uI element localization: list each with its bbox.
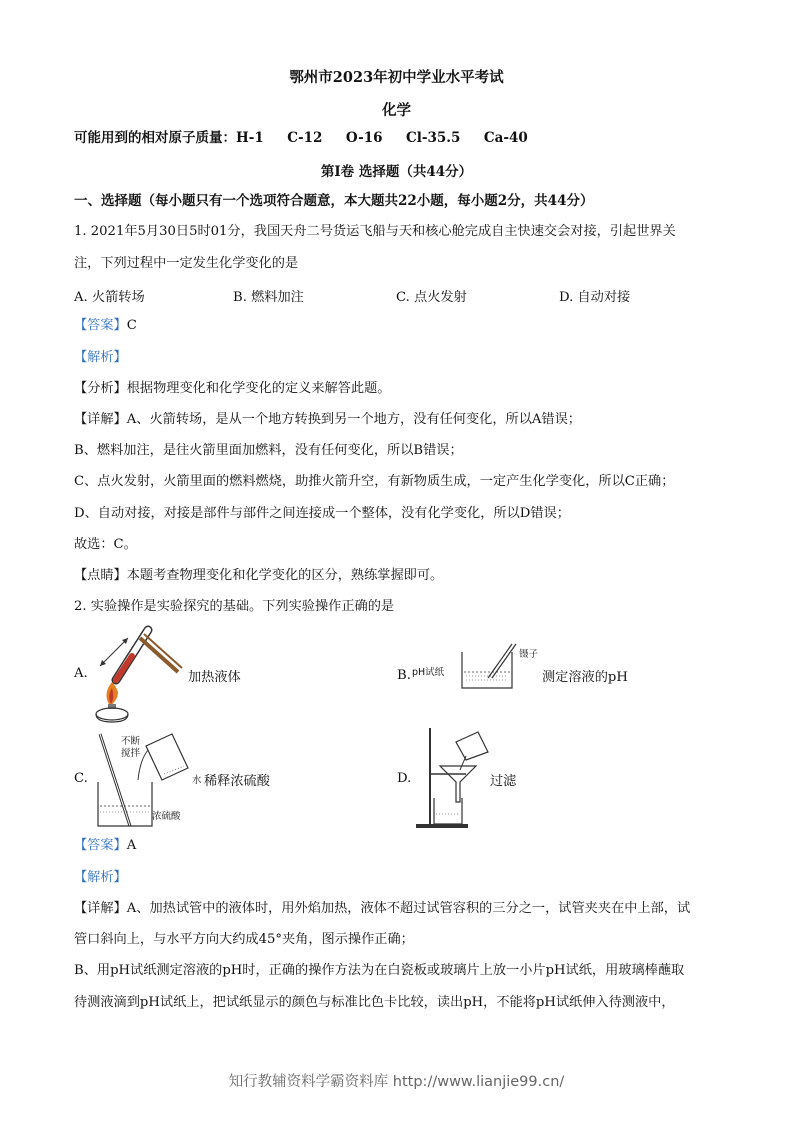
q2-option-b-letter: B.	[397, 668, 411, 683]
q2-detail-a2: 管口斜向上，与水平方向大约成45°夹角，图示操作正确；	[74, 932, 414, 947]
q2-answer	[74, 836, 136, 856]
filtration-illustration	[414, 726, 494, 830]
q2-detail-b2: 待测液滴到pH试纸上，把试纸显示的颜色与标准比色卡比较，读出pH，不能将pH试纸伸入待测液中，	[74, 995, 675, 1010]
dianjing-tag: 【点睛】	[74, 568, 127, 583]
detail-tag: 【详解】	[74, 901, 127, 916]
dilution-illustration	[90, 730, 200, 830]
dianjing-text: 本题考查物理变化和化学变化的区分，熟练掌握即可。	[126, 568, 444, 583]
q1-detail-a	[74, 410, 581, 430]
q1-fenxi	[74, 379, 391, 399]
atomic-mass-line: 可能用到的相对原子质量：H-1 C-12 O-16 Cl-35.5 Ca-40	[74, 130, 528, 146]
q2-detail-a1	[74, 899, 690, 919]
q1-detail-c: C、点火发射，火箭里面的燃料燃烧，助推火箭升空，有新物质生成，一定产生化学变化，所以C正确；	[74, 474, 675, 489]
answer-value: C	[126, 318, 137, 333]
q1-option-a: A. 火箭转场	[74, 290, 145, 305]
q2-analysis-tag: 【解析】	[74, 870, 127, 885]
q1-option-d: D. 自动对接	[559, 290, 631, 305]
q2-option-a-letter: A.	[74, 666, 88, 681]
detail-a1-text: A、加热试管中的液体时，用外焰加热，液体不超过试管容积的三分之一，试管夹夹在中上部，试	[126, 901, 691, 916]
answer-value: A	[126, 838, 137, 853]
tweezers-label: 镊子	[519, 649, 539, 660]
detail-a-text: A、火箭转场，是从一个地方转换到另一个地方，没有任何变化，所以A错误；	[126, 412, 581, 427]
water-label: 水	[192, 775, 202, 786]
q1-conclusion: 故选：C。	[74, 537, 137, 552]
answer-tag: 【答案】	[74, 318, 127, 333]
q1-option-c: C. 点火发射	[396, 290, 467, 305]
q1-analysis-tag: 【解析】	[74, 350, 127, 365]
stir-label-1: 不断	[121, 736, 141, 747]
section-title: 一、选择题（每小题只有一个选项符合题意，本大题共22小题，每小题2分，共44分）	[74, 193, 594, 209]
ph-paper-label: pH试纸	[412, 667, 445, 678]
q1-answer	[74, 316, 137, 336]
q2-option-b-caption: 测定溶液的pH	[542, 670, 628, 685]
part-title: 第Ⅰ卷 选择题（共44分）	[320, 164, 473, 180]
footer-watermark: 知行教辅资料学霸资料库 http://www.lianjie99.cn/	[228, 1074, 565, 1090]
q2-option-a-caption: 加热液体	[188, 670, 241, 685]
fenxi-text: 根据物理变化和化学变化的定义来解答此题。	[126, 381, 391, 396]
q2-stem: 2. 实验操作是实验探究的基础。下列实验操作正确的是	[74, 599, 395, 614]
q2-option-d-caption: 过滤	[490, 774, 517, 789]
detail-tag: 【详解】	[74, 412, 127, 427]
q2-option-d-letter: D.	[397, 771, 412, 786]
q2-option-c-caption: 稀释浓硫酸	[204, 774, 270, 789]
q1-stem-line2: 注，下列过程中一定发生化学变化的是	[74, 256, 299, 271]
q1-option-b: B. 燃料加注	[233, 290, 304, 305]
answer-tag: 【答案】	[74, 838, 127, 853]
q1-dianjing	[74, 566, 443, 586]
q1-detail-d: D、自动对接，对接是部件与部件之间连接成一个整体，没有化学变化，所以D错误；	[74, 506, 570, 521]
q1-stem-line1: 1. 2021年5月30日5时01分，我国天舟二号货运飞船与天和核心舱完成自主快速交会对接，引起世界关	[74, 224, 676, 239]
q2-option-c-letter: C.	[74, 771, 88, 786]
q1-detail-b: B、燃料加注，是往火箭里面加燃料，没有任何变化，所以B错误；	[74, 443, 463, 458]
exam-title: 鄂州市2023年初中学业水平考试	[289, 69, 504, 86]
fenxi-tag: 【分析】	[74, 381, 127, 396]
acid-label: 浓硫酸	[152, 811, 181, 822]
heating-liquid-illustration	[88, 622, 188, 722]
subject-title: 化学	[382, 102, 411, 119]
stir-label-2: 搅拌	[121, 748, 141, 759]
q2-detail-b1: B、用pH试纸测定溶液的pH时，正确的操作方法为在白瓷板或玻璃片上放一小片pH试纸，用玻璃棒蘸取	[74, 963, 685, 978]
